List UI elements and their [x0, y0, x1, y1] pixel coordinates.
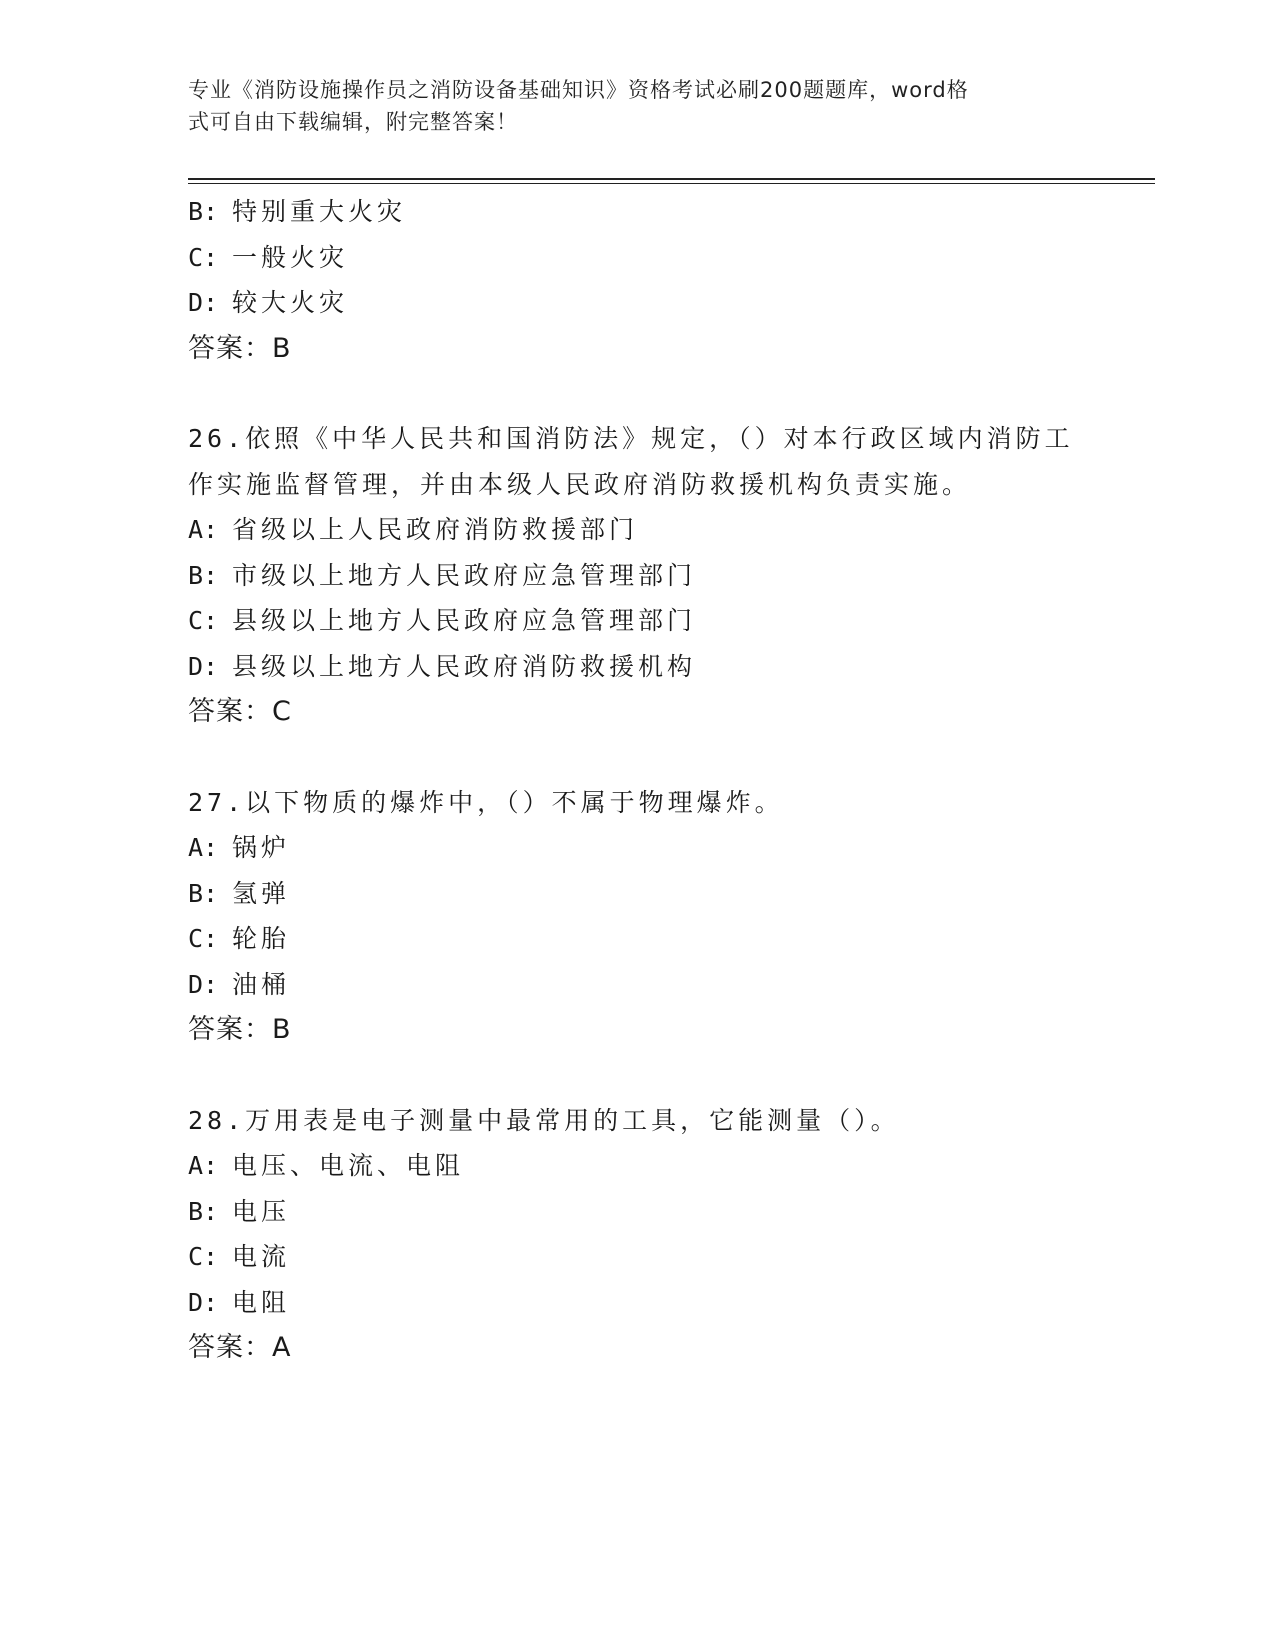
option-d	[188, 1280, 1088, 1326]
header-line-2: 式可自由下载编辑，附完整答案！	[188, 110, 518, 134]
spacer	[188, 371, 1088, 416]
option-letter: C:	[188, 1242, 219, 1271]
option-text: 省级以上人民政府消防救援部门	[232, 515, 639, 544]
answer-line: 答案：C	[188, 696, 292, 727]
question-content	[188, 189, 1088, 1371]
option-letter: B:	[188, 560, 219, 590]
question-28	[188, 1098, 1088, 1371]
option-a	[188, 1143, 1088, 1189]
option-text: 县级以上地方人民政府应急管理部门	[232, 606, 697, 635]
option-letter: A:	[188, 833, 219, 862]
option-text: 一般火灾	[232, 242, 349, 272]
option-c	[188, 235, 1088, 281]
option-d	[188, 644, 1088, 690]
question-stem: 27.以下物质的爆炸中，（）不属于物理爆炸。	[188, 787, 784, 817]
option-text: 电阻	[232, 1287, 291, 1317]
option-letter: C:	[188, 242, 219, 272]
option-text: 特别重大火灾	[232, 197, 407, 226]
option-c	[188, 1234, 1088, 1280]
option-letter: C:	[188, 924, 219, 953]
option-letter: C:	[188, 606, 219, 635]
question-27	[188, 780, 1088, 1053]
option-text: 氢弹	[232, 878, 291, 908]
option-letter: B:	[188, 1196, 219, 1226]
header-rule-thin	[188, 183, 1155, 184]
option-b	[188, 189, 1088, 235]
question-26	[188, 416, 1088, 735]
answer-line: 答案：B	[188, 1014, 292, 1045]
header-line-1: 专业《消防设施操作员之消防设备基础知识》资格考试必刷200题题库，word格	[188, 78, 969, 102]
option-b	[188, 871, 1088, 917]
option-letter: A:	[188, 515, 219, 544]
document-header	[188, 74, 1078, 138]
option-b	[188, 1189, 1088, 1235]
option-text: 轮胎	[232, 924, 291, 953]
answer-line: 答案：A	[188, 1332, 292, 1363]
option-letter: B:	[188, 197, 219, 226]
spacer	[188, 735, 1088, 780]
option-letter: D:	[188, 969, 219, 999]
option-d	[188, 280, 1088, 326]
question-stem: 28.万用表是电子测量中最常用的工具，它能测量（）。	[188, 1105, 900, 1135]
option-b	[188, 553, 1088, 599]
answer-line: 答案：B	[188, 332, 292, 364]
question-25-tail	[188, 189, 1088, 371]
header-rule-thick	[188, 178, 1155, 180]
option-text: 电压	[232, 1196, 291, 1226]
option-d	[188, 962, 1088, 1008]
option-letter: D:	[188, 651, 219, 681]
option-text: 县级以上地方人民政府消防救援机构	[232, 651, 697, 681]
option-letter: D:	[188, 1287, 219, 1317]
option-c	[188, 916, 1088, 962]
option-letter: A:	[188, 1151, 219, 1180]
option-a	[188, 507, 1088, 553]
option-a	[188, 825, 1088, 871]
option-text: 油桶	[232, 969, 291, 999]
option-text: 电流	[232, 1242, 291, 1271]
option-letter: B:	[188, 878, 219, 908]
spacer	[188, 1053, 1088, 1098]
option-text: 较大火灾	[232, 288, 349, 317]
option-letter: D:	[188, 288, 219, 317]
option-c	[188, 598, 1088, 644]
option-text: 市级以上地方人民政府应急管理部门	[232, 560, 697, 590]
question-stem-continued: 作实施监督管理，并由本级人民政府消防救援机构负责实施。	[188, 469, 972, 499]
option-text: 电压、电流、电阻	[232, 1151, 465, 1180]
option-text: 锅炉	[232, 833, 291, 862]
question-stem: 26.依照《中华人民共和国消防法》规定，（）对本行政区域内消防工	[188, 424, 1074, 453]
